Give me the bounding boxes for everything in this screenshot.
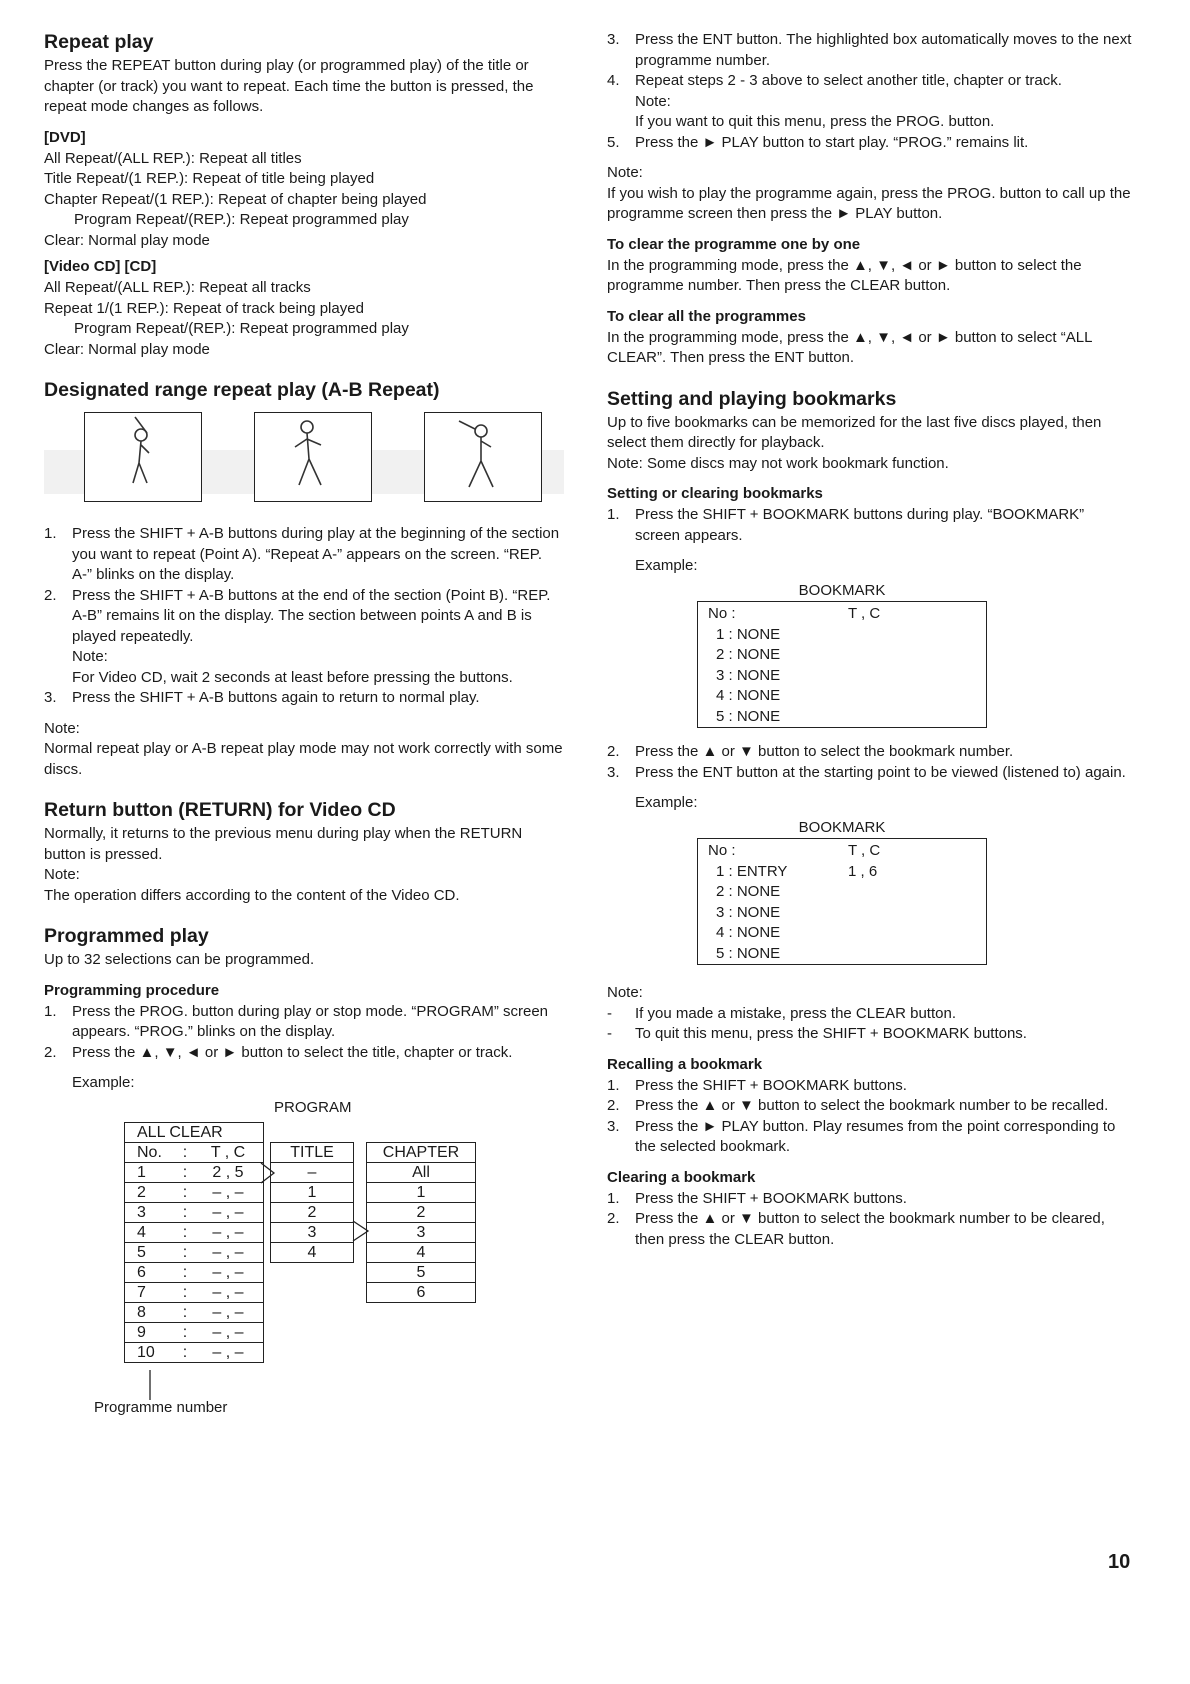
bookmark-entry: 2 : NONE (716, 646, 781, 663)
list-item: Program Repeat/(REP.): Repeat programmed play (74, 320, 409, 337)
list-item (607, 71, 1132, 133)
list-item (607, 1117, 1132, 1158)
table-row (125, 1202, 264, 1222)
step-number: 2. (44, 586, 57, 604)
subheading: Recalling a bookmark (607, 1055, 763, 1073)
step-number: 1. (607, 1189, 620, 1207)
dvd-mode-list (44, 149, 564, 252)
table-cell: 4 (125, 1222, 178, 1242)
step-number: 3. (607, 763, 620, 781)
table-row (271, 1142, 354, 1162)
step-number: 1. (44, 525, 57, 542)
program-screen-diagram (44, 1098, 564, 1423)
list-item (607, 505, 1132, 546)
section-title: Programmed play (44, 925, 209, 947)
subheading: Setting or clearing bookmarks (607, 485, 823, 502)
table-header: TITLE (271, 1142, 354, 1162)
programmed-play-continued (607, 30, 1132, 369)
list-item (44, 524, 564, 586)
list-item (607, 30, 1132, 71)
table-row (271, 1162, 354, 1182)
section-title: Repeat play (44, 31, 154, 53)
bookmark-row (708, 903, 986, 924)
batter-frame-2 (254, 412, 372, 502)
subheading-vcd: [Video CD] [CD] (44, 258, 157, 275)
note-text: If you wish to play the programme again, press the PROG. button to call up the programme screen then press the ► PLAY button. (607, 184, 1131, 222)
list-item (607, 1004, 1132, 1025)
step-text: Press the SHIFT + BOOKMARK buttons. (635, 1076, 907, 1094)
table-cell: 1 (367, 1182, 476, 1202)
clear-bookmark-steps-list (607, 1189, 1132, 1251)
bookmark-steps-list-2 (607, 742, 1132, 783)
table-row (367, 1242, 476, 1262)
table-cell: : (177, 1202, 193, 1222)
step-text: Press the SHIFT + BOOKMARK buttons. (635, 1189, 907, 1207)
ab-steps-list (44, 524, 564, 709)
step-text: Repeat steps 2 - 3 above to select another title, chapter or track. (635, 72, 1062, 89)
table-cell: – , – (193, 1222, 264, 1242)
bookmark-row (708, 645, 986, 666)
table-header: CHAPTER (367, 1142, 476, 1162)
table-cell: : (177, 1322, 193, 1342)
bookmark-entry: 4 : NONE (716, 687, 781, 704)
paragraph: Normally, it returns to the previous menu during play when the RETURN button is pressed. (44, 825, 523, 863)
bookmark-entry: 4 : NONE (716, 924, 781, 941)
bookmark-header-row (708, 841, 986, 862)
note-label: Note: (44, 719, 80, 737)
table-row (125, 1282, 264, 1302)
dash: - (607, 1025, 612, 1042)
table-row (367, 1182, 476, 1202)
bookmark-screen-title: BOOKMARK (798, 818, 886, 836)
list-item (607, 763, 1132, 784)
table-cell: 1 (271, 1182, 354, 1202)
list-item: Repeat 1/(1 REP.): Repeat of track being played (44, 299, 364, 317)
right-column (607, 30, 1132, 1250)
table-row (271, 1182, 354, 1202)
subheading: To clear the programme one by one (607, 235, 861, 253)
list-item (44, 688, 564, 709)
batter-frame-3 (424, 412, 542, 502)
table-row (125, 1162, 264, 1182)
step-text: Press the ► PLAY button to start play. “PROG.” remains lit. (635, 133, 1029, 151)
bookmark-screen-title: BOOKMARK (798, 581, 886, 599)
table-cell: 10 (125, 1342, 178, 1362)
programming-steps-continued (607, 30, 1132, 153)
table-cell: : (177, 1262, 193, 1282)
note-text: The operation differs according to the content of the Video CD. (44, 886, 460, 904)
note-label: Note: (44, 866, 80, 883)
list-item (607, 1209, 1132, 1250)
list-item: All Repeat/(ALL REP.): Repeat all titles (44, 149, 302, 167)
table-cell: – , – (193, 1282, 264, 1302)
programming-steps-list (44, 1002, 564, 1064)
table-header: No. (125, 1142, 178, 1162)
bookmarks-section (607, 387, 1132, 1251)
step-text: Press the ENT button at the starting point to be viewed (listened to) again. (635, 763, 1126, 781)
list-item: Chapter Repeat/(1 REP.): Repeat of chapter being played (44, 190, 427, 208)
table-row (271, 1242, 354, 1262)
table-header: : (177, 1142, 193, 1162)
list-item (44, 1043, 564, 1064)
bookmark-entry: 3 : NONE (716, 666, 781, 684)
batter-figure-icon (255, 413, 371, 501)
table-cell: 2 (271, 1202, 354, 1222)
table-row (125, 1122, 264, 1142)
step-number: 2. (44, 1043, 57, 1061)
step-text: Press the ▲ or ▼ button to select the bookmark number to be cleared, then press the CLEAR button. (635, 1210, 1105, 1248)
table-cell: 9 (125, 1322, 178, 1342)
table-cell: 2 , 5 (193, 1162, 264, 1182)
list-item (607, 1024, 1132, 1045)
table-cell: : (177, 1342, 193, 1362)
list-item: Program Repeat/(REP.): Repeat programmed play (74, 211, 409, 228)
table-cell: : (177, 1282, 193, 1302)
table-cell: 7 (125, 1282, 178, 1302)
ab-repeat-section (44, 378, 564, 780)
example-label: Example: (635, 557, 698, 574)
table-cell: All (367, 1162, 476, 1182)
bookmark-row (708, 882, 986, 903)
program-number-table (124, 1122, 264, 1363)
all-clear-cell: ALL CLEAR (125, 1122, 264, 1142)
table-cell: : (177, 1182, 193, 1202)
list-item (607, 133, 1132, 154)
bookmark-row (708, 625, 986, 646)
bookmark-row (708, 923, 986, 944)
subheading: Clearing a bookmark (607, 1168, 756, 1186)
page-number: 10 (1108, 1551, 1131, 1573)
table-cell: : (177, 1222, 193, 1242)
table-header: T , C (193, 1142, 264, 1162)
table-row (125, 1322, 264, 1342)
list-item: Clear: Normal play mode (44, 231, 210, 249)
step-text: Press the ▲ or ▼ button to select the bookmark number. (635, 743, 1014, 760)
table-row (125, 1262, 264, 1282)
list-item (607, 1076, 1132, 1097)
table-row (367, 1222, 476, 1242)
bookmark-row (708, 707, 986, 728)
bookmark-steps-list (607, 505, 1132, 546)
table-row (125, 1342, 264, 1362)
chapter-column-table (366, 1142, 476, 1303)
step-number: 2. (607, 1210, 620, 1227)
table-cell: 2 (367, 1202, 476, 1222)
table-row (367, 1202, 476, 1222)
table-cell: 4 (271, 1242, 354, 1262)
step-number: 3. (607, 31, 620, 48)
bookmark-entry: 1 : ENTRY (716, 862, 788, 880)
table-cell: 3 (125, 1202, 178, 1222)
list-item (44, 586, 564, 689)
list-item (44, 1002, 564, 1043)
table-row (125, 1242, 264, 1262)
step-text: Press the ▲ or ▼ button to select the bookmark number to be recalled. (635, 1097, 1109, 1114)
step-text: Press the PROG. button during play or stop mode. “PROGRAM” screen appears. “PROG.” blinks on the display. (72, 1002, 549, 1040)
ab-repeat-illustration (44, 412, 564, 512)
table-row (367, 1162, 476, 1182)
step-note-label: Note: (72, 648, 108, 665)
arrow-right-icon (352, 1220, 370, 1242)
vcd-mode-list (44, 278, 564, 360)
paragraph: In the programming mode, press the ▲, ▼, ◄ or ► button to select the programme number. Then press the CLEAR button. (607, 256, 1082, 294)
table-cell: – , – (193, 1182, 264, 1202)
table-row (125, 1182, 264, 1202)
step-number: 1. (44, 1002, 57, 1020)
left-column (44, 30, 564, 1423)
step-number: 2. (607, 1097, 620, 1114)
note-label: Note: (607, 164, 643, 181)
bookmark-row (708, 862, 986, 883)
programme-number-pointer (148, 1370, 152, 1400)
bookmark-entry: 1 : NONE (716, 625, 781, 643)
note-text: Normal repeat play or A-B repeat play mode may not work correctly with some discs. (44, 740, 563, 778)
list-item (607, 1189, 1132, 1210)
bookmark-row (708, 686, 986, 707)
section-title: Setting and playing bookmarks (607, 387, 897, 410)
bookmark-screen-box (697, 601, 987, 728)
table-cell: 1 (125, 1162, 178, 1182)
table-cell: : (177, 1302, 193, 1322)
list-item: All Repeat/(ALL REP.): Repeat all tracks (44, 279, 311, 296)
bookmark-entry: 5 : NONE (716, 707, 781, 725)
table-cell: – , – (193, 1202, 264, 1222)
table-cell: : (177, 1162, 193, 1182)
step-text: Press the SHIFT + BOOKMARK buttons during play. “BOOKMARK” screen appears. (635, 506, 1085, 544)
arrow-right-icon (260, 1162, 276, 1184)
table-row (271, 1222, 354, 1242)
programmed-play-section (44, 924, 564, 1423)
batter-figure-icon (425, 413, 541, 501)
table-cell: – , – (193, 1262, 264, 1282)
subheading: Programming procedure (44, 981, 220, 999)
table-cell: – , – (193, 1342, 264, 1362)
table-row (271, 1202, 354, 1222)
paragraph: In the programming mode, press the ▲, ▼, ◄ or ► button to select “ALL CLEAR”. Then press the ENT button. (607, 328, 1092, 366)
table-cell: 3 (367, 1222, 476, 1242)
bookmark-entry: 5 : NONE (716, 944, 781, 962)
step-note: For Video CD, wait 2 seconds at least before pressing the buttons. (72, 668, 513, 686)
table-cell: – (271, 1162, 354, 1182)
step-note-label: Note: (635, 92, 671, 110)
list-item (607, 1096, 1132, 1117)
example-label: Example: (635, 794, 698, 811)
step-number: 2. (607, 743, 620, 760)
step-text: Press the SHIFT + A-B buttons again to return to normal play. (72, 689, 480, 706)
bookmark-entry: 2 : NONE (716, 883, 781, 900)
list-item: Clear: Normal play mode (44, 340, 210, 358)
table-cell: 6 (367, 1282, 476, 1302)
step-number: 3. (607, 1117, 620, 1135)
table-cell: 8 (125, 1302, 178, 1322)
step-number: 1. (607, 506, 620, 523)
table-cell: 5 (125, 1242, 178, 1262)
table-cell: – , – (193, 1322, 264, 1342)
recall-steps-list (607, 1076, 1132, 1158)
list-item (607, 742, 1132, 763)
subheading: To clear all the programmes (607, 307, 806, 325)
paragraph: Press the REPEAT button during play (or programmed play) of the title or chapter (or track) you want to repeat. Each time the button is pressed, the repeat mode changes as follows. (44, 57, 534, 115)
step-text: Press the ► PLAY button. Play resumes from the point corresponding to the selected bookmark. (635, 1117, 1116, 1155)
subheading-dvd: [DVD] (44, 128, 86, 146)
table-cell: 6 (125, 1262, 178, 1282)
step-text: Press the ENT button. The highlighted box automatically moves to the next programme number. (635, 31, 1132, 69)
return-button-section (44, 798, 564, 906)
note-text: If you made a mistake, press the CLEAR button. (635, 1004, 956, 1022)
bookmark-row (708, 944, 986, 965)
repeat-play-section (44, 30, 564, 360)
paragraph: Up to 32 selections can be programmed. (44, 951, 315, 968)
step-number: 3. (44, 689, 57, 706)
table-row (125, 1222, 264, 1242)
bookmark-header: T , C (848, 605, 881, 622)
section-title: Return button (RETURN) for Video CD (44, 799, 396, 821)
step-number: 5. (607, 133, 620, 151)
note-text: To quit this menu, press the SHIFT + BOOKMARK buttons. (635, 1025, 1027, 1042)
paragraph: Up to five bookmarks can be memorized for the last five discs played, then select them directly for playback. (607, 413, 1102, 451)
bookmark-screen-box (697, 838, 987, 965)
example-label: Example: (72, 1074, 135, 1091)
step-number: 4. (607, 72, 620, 89)
table-cell: : (177, 1242, 193, 1262)
step-text: Press the SHIFT + A-B buttons during play at the beginning of the section you want to repeat (Point A). “Repeat A-” appears on the screen. “REP. A-” blinks on the display. (72, 525, 560, 583)
bookmark-header: No : (708, 842, 736, 859)
table-row (367, 1282, 476, 1302)
table-cell: 3 (271, 1222, 354, 1242)
table-cell: 4 (367, 1242, 476, 1262)
title-column-table (270, 1142, 354, 1263)
bookmark-header: No : (708, 605, 736, 622)
bookmark-entry: 3 : NONE (716, 903, 781, 921)
batter-figure-icon (85, 413, 201, 501)
table-cell: 5 (367, 1262, 476, 1282)
table-cell: – , – (193, 1302, 264, 1322)
dash: - (607, 1004, 612, 1022)
bookmark-row (708, 666, 986, 687)
table-cell: – , – (193, 1242, 264, 1262)
note-text: Note: Some discs may not work bookmark function. (607, 454, 949, 472)
table-row (367, 1262, 476, 1282)
table-row (367, 1142, 476, 1162)
step-note: If you want to quit this menu, press the PROG. button. (635, 113, 995, 130)
table-cell: 2 (125, 1182, 178, 1202)
table-row (125, 1302, 264, 1322)
bookmark-notes-list (607, 1004, 1132, 1045)
program-screen-title: PROGRAM (274, 1098, 352, 1116)
batter-frame-1 (84, 412, 202, 502)
step-text: Press the SHIFT + A-B buttons at the end of the section (Point B). “REP. A-B” remains lit on the display. The section between points A and B is played repeatedly. (72, 586, 551, 645)
programme-number-label: Programme number (94, 1398, 228, 1416)
bookmark-position: 1 , 6 (848, 862, 878, 880)
bookmark-header-row (708, 604, 986, 625)
bookmark-header: T , C (848, 842, 881, 859)
section-title: Designated range repeat play (A-B Repeat) (44, 379, 440, 401)
step-number: 1. (607, 1076, 620, 1094)
list-item: Title Repeat/(1 REP.): Repeat of title being played (44, 170, 375, 187)
note-label: Note: (607, 984, 643, 1001)
table-row (125, 1142, 264, 1162)
step-text: Press the ▲, ▼, ◄ or ► button to select the title, chapter or track. (72, 1043, 513, 1061)
